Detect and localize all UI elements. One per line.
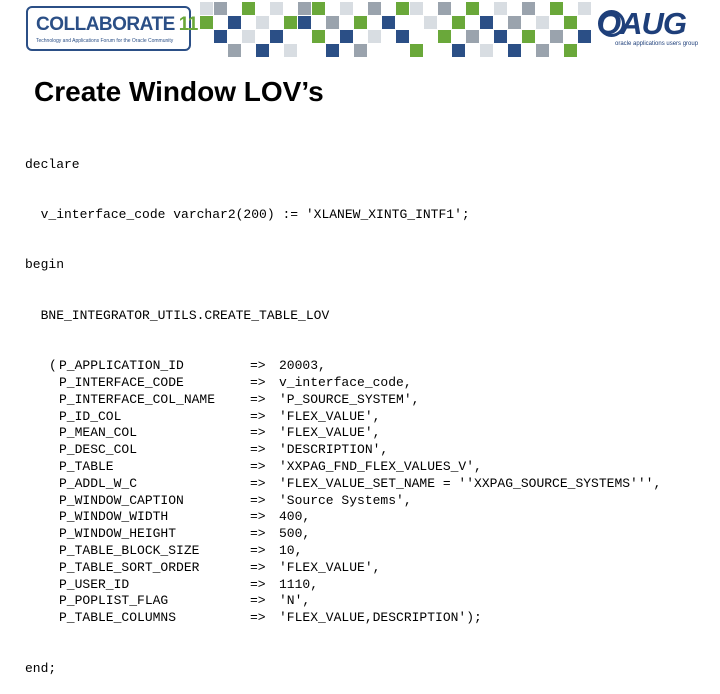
argument-param: P_DESC_COL — [59, 442, 138, 458]
decorative-square — [550, 30, 563, 43]
collaborate-tagline: Technology and Applications Forum for the Oracle Community — [36, 38, 174, 44]
oaug-logo — [597, 6, 715, 50]
decorative-square — [410, 44, 423, 57]
argument-arrow: => — [250, 509, 266, 525]
argument-arrow: => — [250, 593, 266, 609]
decorative-square — [396, 30, 409, 43]
decorative-square — [424, 16, 437, 29]
argument-value: 500, — [279, 526, 311, 542]
decorative-square — [200, 2, 213, 15]
argument-value: 400, — [279, 509, 311, 525]
argument-value: 'FLEX_VALUE', — [279, 559, 381, 575]
decorative-square — [578, 30, 591, 43]
decorative-square — [214, 2, 227, 15]
argument-value: 'FLEX_VALUE,DESCRIPTION'); — [279, 610, 482, 626]
code-line-begin: begin — [25, 257, 65, 273]
decorative-square — [396, 2, 409, 15]
decorative-square — [354, 44, 367, 57]
code-argument-line — [25, 475, 662, 493]
collaborate-brand: COLLABORATE — [36, 14, 175, 35]
code-argument-line — [25, 409, 470, 426]
decorative-square — [522, 30, 535, 43]
decorative-square — [200, 16, 213, 29]
decorative-square — [284, 44, 297, 57]
argument-value: 1110, — [279, 576, 319, 592]
argument-arrow: => — [250, 408, 266, 424]
open-paren: ( — [49, 358, 57, 374]
argument-arrow: => — [250, 442, 266, 458]
decorative-square — [270, 2, 283, 15]
decorative-square — [438, 30, 451, 43]
decorative-square — [228, 16, 241, 29]
argument-arrow: => — [250, 542, 266, 558]
decorative-square — [466, 30, 479, 43]
code-block — [25, 123, 662, 694]
code-argument-line — [25, 577, 470, 594]
argument-value: 'FLEX_VALUE', — [279, 408, 381, 424]
argument-value: 'Source Systems', — [279, 492, 412, 508]
argument-value: 'FLEX_VALUE_SET_NAME = ''XXPAG_SOURCE_SYSTEMS''', — [279, 475, 662, 491]
code-argument-line — [25, 493, 470, 510]
decorative-square — [564, 16, 577, 29]
argument-value: 'XXPAG_FND_FLEX_VALUES_V', — [279, 458, 482, 474]
collaborate-edition: 11 — [178, 14, 198, 35]
decorative-square — [466, 2, 479, 15]
decorative-square — [256, 44, 269, 57]
argument-arrow: => — [250, 610, 266, 626]
decorative-square — [508, 44, 521, 57]
code-argument-line — [25, 526, 470, 543]
code-argument-line — [25, 610, 482, 627]
slide-title: Create Window LOV’s — [34, 76, 324, 107]
decorative-square — [578, 2, 591, 15]
argument-arrow: => — [250, 492, 266, 508]
argument-param: P_MEAN_COL — [59, 425, 138, 441]
decorative-square — [452, 44, 465, 57]
argument-param: P_ID_COL — [59, 408, 122, 424]
argument-param: P_USER_ID — [59, 576, 130, 592]
argument-value: 'N', — [279, 593, 311, 609]
decorative-square — [312, 2, 325, 15]
decorative-square — [312, 30, 325, 43]
decorative-square — [522, 2, 535, 15]
collaborate-logo-title — [36, 14, 198, 36]
collaborate-logo — [26, 6, 198, 51]
argument-value: v_interface_code, — [279, 374, 412, 390]
argument-param: P_WINDOW_WIDTH — [59, 509, 169, 525]
argument-arrow: => — [250, 559, 266, 575]
code-line-end: end; — [25, 660, 57, 676]
decorative-square — [270, 30, 283, 43]
decorative-square — [298, 2, 311, 15]
argument-param: P_TABLE_SORT_ORDER — [59, 559, 200, 575]
code-line-call: BNE_INTEGRATOR_UTILS.CREATE_TABLE_LOV — [25, 307, 330, 323]
decorative-square — [242, 30, 255, 43]
decorative-square — [368, 30, 381, 43]
code-argument-line — [25, 358, 470, 375]
argument-param: P_POPLIST_FLAG — [59, 593, 169, 609]
argument-value: 10, — [279, 542, 303, 558]
decorative-square — [214, 30, 227, 43]
argument-arrow: => — [250, 425, 266, 441]
argument-param: P_TABLE_COLUMNS — [59, 610, 177, 626]
code-argument-line — [25, 375, 470, 392]
decorative-square — [536, 16, 549, 29]
argument-param: P_INTERFACE_CODE — [59, 374, 184, 390]
argument-param: P_INTERFACE_COL_NAME — [59, 391, 216, 407]
argument-param: P_WINDOW_HEIGHT — [59, 526, 177, 542]
decorative-square — [438, 2, 451, 15]
code-argument-line — [25, 458, 482, 476]
code-argument-line — [25, 509, 470, 526]
argument-value: 'FLEX_VALUE', — [279, 425, 381, 441]
decorative-square — [354, 16, 367, 29]
decorative-square — [256, 16, 269, 29]
decorative-square — [494, 30, 507, 43]
code-arguments — [25, 358, 662, 627]
argument-param: P_ADDL_W_C — [59, 475, 138, 491]
decorative-square — [228, 44, 241, 57]
decorative-square — [508, 16, 521, 29]
argument-value: 20003, — [279, 358, 326, 374]
slide-header — [0, 0, 720, 62]
argument-value: 'P_SOURCE_SYSTEM', — [279, 391, 420, 407]
decorative-square — [326, 44, 339, 57]
decorative-square — [550, 2, 563, 15]
decorative-square — [480, 44, 493, 57]
decorative-square — [410, 2, 423, 15]
decorative-square — [382, 16, 395, 29]
code-argument-line — [25, 425, 470, 442]
argument-arrow: => — [250, 458, 266, 474]
code-line-variable: v_interface_code varchar2(200) := 'XLANEW_XINTG_INTF1'; — [25, 206, 470, 222]
decorative-square — [242, 2, 255, 15]
argument-arrow: => — [250, 526, 266, 542]
argument-value: 'DESCRIPTION', — [279, 442, 389, 458]
decorative-squares — [200, 0, 595, 62]
decorative-square — [494, 2, 507, 15]
decorative-square — [340, 30, 353, 43]
code-argument-line — [25, 392, 470, 409]
argument-arrow: => — [250, 358, 266, 374]
argument-arrow: => — [250, 475, 266, 491]
decorative-square — [564, 44, 577, 57]
argument-arrow: => — [250, 576, 266, 592]
decorative-square — [536, 44, 549, 57]
code-line-declare: declare — [25, 156, 80, 172]
argument-param: P_TABLE_BLOCK_SIZE — [59, 542, 200, 558]
decorative-square — [284, 16, 297, 29]
decorative-square — [340, 2, 353, 15]
code-argument-line — [25, 543, 470, 560]
argument-arrow: => — [250, 374, 266, 390]
argument-param: P_TABLE — [59, 458, 114, 474]
argument-arrow: => — [250, 391, 266, 407]
decorative-square — [452, 16, 465, 29]
code-argument-line — [25, 593, 470, 610]
argument-param: P_APPLICATION_ID — [59, 358, 184, 374]
code-argument-line — [25, 442, 470, 459]
decorative-square — [480, 16, 493, 29]
oaug-brand: OAUG — [597, 6, 686, 41]
decorative-square — [368, 2, 381, 15]
decorative-square — [326, 16, 339, 29]
code-argument-line — [25, 560, 470, 577]
argument-param: P_WINDOW_CAPTION — [59, 492, 184, 508]
decorative-square — [298, 16, 311, 29]
oaug-tagline: oracle applications users group — [615, 41, 699, 47]
